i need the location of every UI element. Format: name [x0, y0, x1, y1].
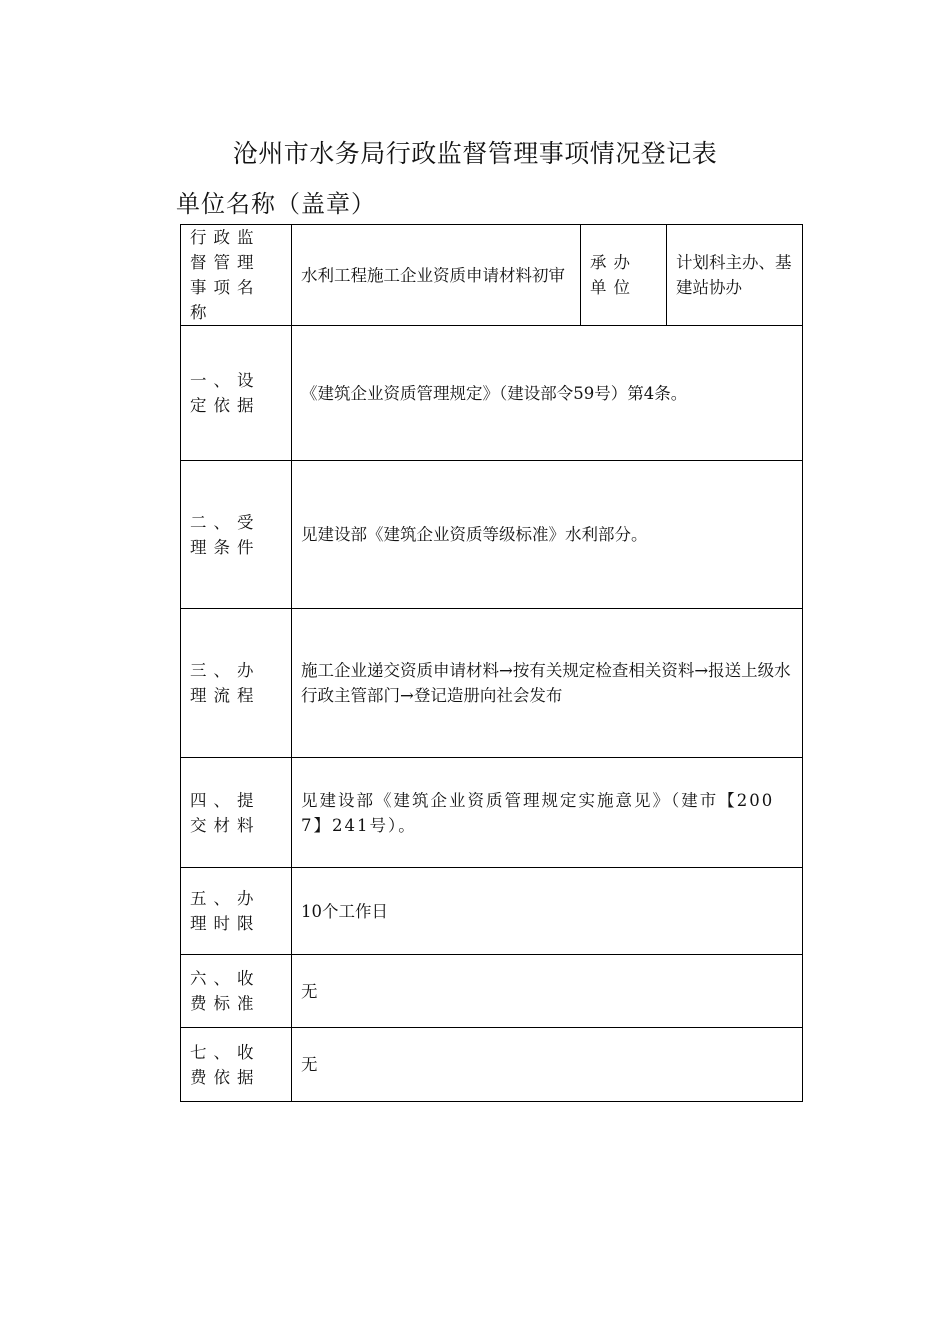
table-row	[181, 326, 803, 461]
row-label-time-limit: 五、办理时限	[181, 868, 292, 955]
registration-table	[180, 224, 803, 1102]
document-title: 沧州市水务局行政监督管理事项情况登记表	[232, 139, 718, 168]
row-content-fee-basis: 无	[292, 1028, 803, 1102]
row-content-materials: 见建设部《建筑企业资质管理规定实施意见》（建市【2007】241号）。	[292, 758, 803, 868]
row-label-fee-basis: 七、收费依据	[181, 1028, 292, 1102]
handler-label: 承办单位	[581, 225, 667, 326]
row-content-conditions: 见建设部《建筑企业资质等级标准》水利部分。	[292, 461, 803, 609]
row-label-conditions: 二、受理条件	[181, 461, 292, 609]
item-name-label: 行政监督管理事项名称	[181, 225, 292, 326]
table-row	[181, 955, 803, 1028]
row-content-time-limit: 10个工作日	[292, 868, 803, 955]
table-row	[181, 758, 803, 868]
row-label-fee-standard: 六、收费标准	[181, 955, 292, 1028]
unit-name-label: 单位名称（盖章）	[176, 190, 376, 218]
row-label-basis: 一、设定依据	[181, 326, 292, 461]
table-row	[181, 1028, 803, 1102]
handler-value: 计划科主办、基建站协办	[667, 225, 803, 326]
row-content-process: 施工企业递交资质申请材料→按有关规定检查相关资料→报送上级水行政主管部门→登记造册向社会发布	[292, 609, 803, 758]
row-content-fee-standard: 无	[292, 955, 803, 1028]
row-label-materials: 四、提交材料	[181, 758, 292, 868]
table-row	[181, 868, 803, 955]
row-content-basis: 《建筑企业资质管理规定》（建设部令59号）第4条。	[292, 326, 803, 461]
table-row	[181, 609, 803, 758]
table-row	[181, 461, 803, 609]
item-name-value: 水利工程施工企业资质申请材料初审	[292, 225, 581, 326]
row-label-process: 三、办理流程	[181, 609, 292, 758]
table-header-row	[181, 225, 803, 326]
